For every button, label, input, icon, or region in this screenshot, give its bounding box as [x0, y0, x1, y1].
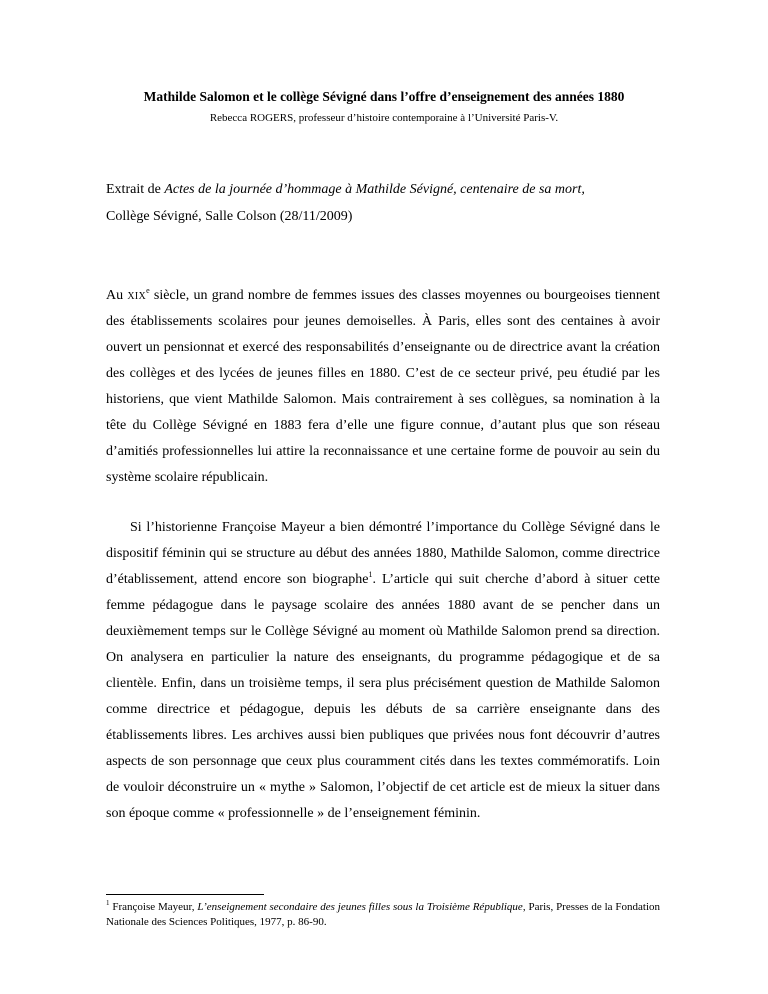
paragraph-1-start: Au	[106, 288, 128, 303]
footnote-publisher: , Paris, Presses de la Fondation Nationale des Sciences Politiques, 1977, p. 86-90.	[106, 901, 660, 928]
paragraph-2-text-a: Si l’historienne Françoise Mayeur a bien démontré l’importance du Collège Sévigné dans le dispositif féminin qui se structure au début des années 1880, Mathilde Salomon, comme directrice d’établissement, attend encore son biographe	[106, 520, 660, 587]
paragraph-2-text-b: . L’article qui suit cherche d’abord à situer cette femme pédagogue dans le paysage scolaire des années 1880 avant de se pencher dans un deuxièmement temps sur le Collège Sévigné au moment où Mathilde Salomon prend sa direction. On analysera en particulier la nature des enseignants, du programme pédagogique et de sa clientèle. Enfin, dans un troisième temps, il sera plus précisément question de Mathilde Salomon comme directrice et pédagogue, depuis les débuts de sa carrière enseignante dans des établissements libres. Les archives aussi bien publiques que privées nous font découvrir d’autres aspects de son personnage que ceux plus couramment cités dans les textes commémoratifs. Loin de vouloir déconstruire un « mythe » Salomon, l’objectif de cet article est de mieux la situer dans son époque comme « professionnelle » de l’enseignement féminin.	[106, 572, 660, 821]
footnote-author: Françoise Mayeur,	[109, 901, 198, 913]
author-line: Rebecca ROGERS, professeur d’histoire contemporaine à l’Université Paris-V.	[209, 112, 559, 124]
footnote-book-title: L’enseignement secondaire des jeunes filles sous la Troisième République	[197, 901, 523, 913]
footnote	[106, 900, 660, 930]
paragraph-1-text: siècle, un grand nombre de femmes issues des classes moyennes ou bourgeoises tiennent des établissements scolaires pour jeunes demoiselles. À Paris, elles sont des centaines à avoir ouvert un pensionnat et exercé des responsabilités d’enseignante ou de directrice avant la création des collèges et des lycées de jeunes filles en 1880. C’est de ce secteur privé, peu étudié par les historiens, que vient Mathilde Salomon. Mais contrairement à ses collègues, sa nomination à la tête du Collège Sévigné en 1883 fera d’elle une figure connue, d’autant plus que son réseau d’amitiés professionnelles lui attire la reconnaissance et une certaine forme de pouvoir au sein du système scolaire républicain.	[106, 288, 660, 485]
footnote-reference[interactable]: 1	[368, 570, 373, 579]
extract-source-line	[106, 176, 706, 203]
extract-source-title: Actes de la journée d’hommage à Mathilde Sévigné, centenaire de sa mort,	[164, 182, 585, 197]
century-numeral: xix	[127, 288, 147, 303]
footnote-number: 1	[106, 899, 110, 907]
century-superscript: e	[146, 286, 150, 295]
extract-reference	[106, 176, 706, 230]
extract-prefix: Extrait de	[106, 182, 165, 197]
paragraph-1	[106, 283, 660, 491]
paragraph-2	[106, 515, 660, 827]
footnote-separator	[106, 894, 264, 895]
extract-venue: Collège Sévigné, Salle Colson (28/11/2009)	[106, 209, 353, 224]
page-title: Mathilde Salomon et le collège Sévigné dans l’offre d’enseignement des années 1880	[143, 89, 625, 104]
